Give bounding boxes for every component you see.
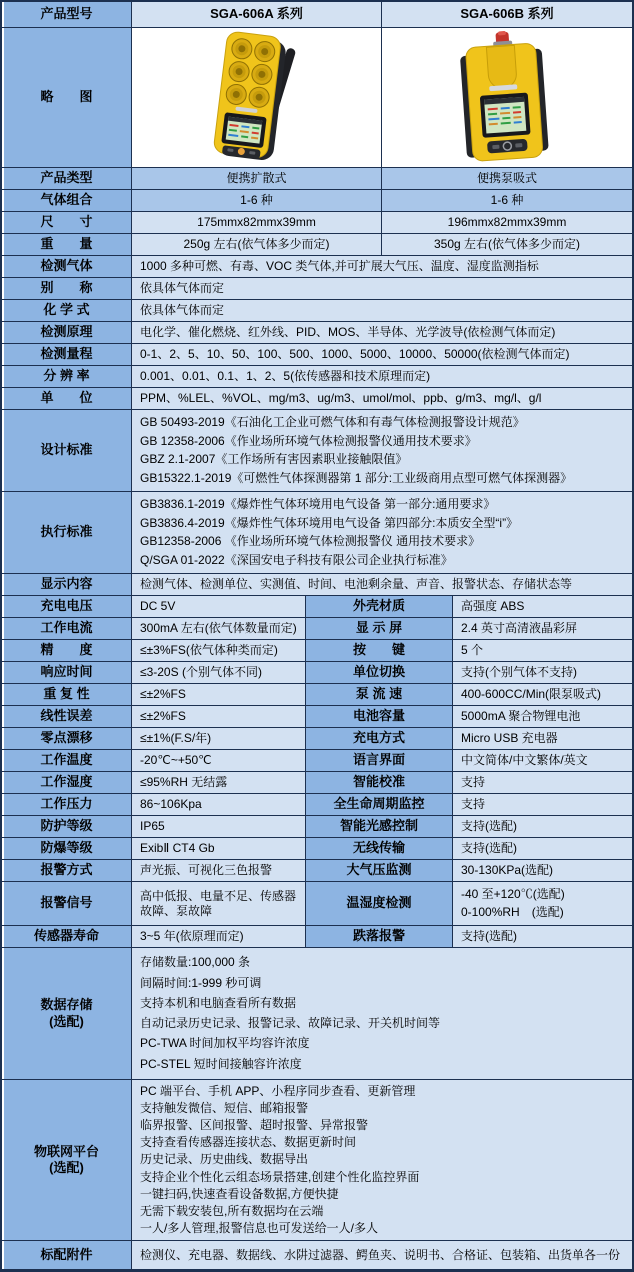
iot-line: PC 端平台、手机 APP、小程序同步查看、更新管理 <box>140 1084 416 1099</box>
label-protection-rating: 防护等级 <box>2 816 132 838</box>
value-drop-alarm: 支持(选配) <box>453 926 632 948</box>
value-display-content: 检测气体、检测单位、实测值、时间、电池剩余量、声音、报警状态、存储状态等 <box>132 574 632 596</box>
data-storage-line: 支持本机和电脑查看所有数据 <box>140 995 297 1010</box>
iot-line: 支持企业个性化云组态场景搭建,创建个性化监控界面 <box>140 1169 420 1184</box>
label-execution-standards: 执行标准 <box>2 492 132 574</box>
iot-line: 支持查看传感器连接状态、数据更新时间 <box>140 1135 357 1150</box>
value-product-type-b: 便携泵吸式 <box>382 168 632 190</box>
label-unit-switch: 单位切换 <box>306 662 453 684</box>
data-storage-line: PC-TWA 时间加权平均容许浓度 <box>140 1036 310 1051</box>
iot-line: 一人/多人管理,报警信息也可发送给一人/多人 <box>140 1220 379 1235</box>
row-protection-rating <box>2 816 632 838</box>
value-execution-standards <box>132 492 632 574</box>
value-weight-b: 350g 左右(依气体多少而定) <box>382 234 632 256</box>
value-design-standards <box>132 410 632 492</box>
value-lifecycle-monitoring: 支持 <box>453 794 632 816</box>
row-repeatability <box>2 684 632 706</box>
value-gas-combination-b: 1-6 种 <box>382 190 632 212</box>
value-wireless-transmission: 支持(选配) <box>453 838 632 860</box>
data-storage-label-line1: 数据存储 <box>40 997 93 1013</box>
value-detection-principle: 电化学、催化燃烧、红外线、PID、MOS、半导体、光学波导(依检测气体而定) <box>132 322 632 344</box>
value-response-time: ≤3-20S (个别气体不同) <box>132 662 306 684</box>
value-working-pressure: 86~106Kpa <box>132 794 306 816</box>
header-row <box>2 2 632 28</box>
value-linearity-error: ≤±2%FS <box>132 706 306 728</box>
row-accuracy <box>2 640 632 662</box>
value-dimensions-a: 175mmx82mmx39mm <box>132 212 382 234</box>
value-temp-humidity-detection <box>453 882 632 926</box>
row-units <box>2 388 632 410</box>
value-accuracy: ≤±3%FS(依气体种类而定) <box>132 640 306 662</box>
row-design-standards <box>2 410 632 492</box>
row-working-current <box>2 618 632 640</box>
label-design-standards: 设计标准 <box>2 410 132 492</box>
row-resolution <box>2 366 632 388</box>
value-weight-a: 250g 左右(依气体多少而定) <box>132 234 382 256</box>
row-detection-range <box>2 344 632 366</box>
value-battery-capacity: 5000mA 聚合物锂电池 <box>453 706 632 728</box>
label-alarm-mode: 报警方式 <box>2 860 132 882</box>
label-detection-range: 检测量程 <box>2 344 132 366</box>
row-gas-combination <box>2 190 632 212</box>
label-resolution: 分 辨 率 <box>2 366 132 388</box>
value-explosion-proof: ExibⅡ CT4 Gb <box>132 838 306 860</box>
value-charging-voltage: DC 5V <box>132 596 306 618</box>
label-shell-material: 外壳材质 <box>306 596 453 618</box>
row-alarm-mode <box>2 860 632 882</box>
value-gas-combination-a: 1-6 种 <box>132 190 382 212</box>
label-pump-flow: 泵 流 速 <box>306 684 453 706</box>
label-product-type: 产品类型 <box>2 168 132 190</box>
label-sensor-life: 传感器寿命 <box>2 926 132 948</box>
label-working-humidity: 工作湿度 <box>2 772 132 794</box>
label-language: 语言界面 <box>306 750 453 772</box>
label-detection-principle: 检测原理 <box>2 322 132 344</box>
value-protection-rating: IP65 <box>132 816 306 838</box>
thumbnail-label: 略 图 <box>2 28 132 168</box>
iot-line: 一键扫码,快速查看设备数据,方便快捷 <box>140 1186 339 1201</box>
row-iot-platform <box>2 1080 632 1241</box>
data-storage-label-line2: (选配) <box>49 1013 84 1029</box>
execution-standard-line: Q/SGA 01-2022《深国安电子科技有限公司企业执行标准》 <box>140 552 453 567</box>
label-alias: 别 称 <box>2 278 132 300</box>
value-detected-gases: 1000 多种可燃、有毒、VOC 类气体,并可扩展大气压、温度、湿度监测指标 <box>132 256 632 278</box>
value-repeatability: ≤±2%FS <box>132 684 306 706</box>
row-alarm-signal <box>2 882 632 926</box>
thumbnail-row <box>2 28 632 168</box>
value-dimensions-b: 196mmx82mmx39mm <box>382 212 632 234</box>
value-units: PPM、%LEL、%VOL、mg/m3、ug/m3、umol/mol、ppb、g/m3、mg/l、g/l <box>132 388 632 410</box>
label-weight: 重 量 <box>2 234 132 256</box>
row-working-humidity <box>2 772 632 794</box>
iot-line: 支持触发微信、短信、邮箱报警 <box>140 1101 309 1116</box>
row-display-content <box>2 574 632 596</box>
value-light-sensing: 支持(选配) <box>453 816 632 838</box>
value-pump-flow: 400-600CC/Min(限泵吸式) <box>453 684 632 706</box>
value-detection-range: 0-1、2、5、10、50、100、500、1000、5000、10000、50000(依检测气体而定) <box>132 344 632 366</box>
row-response-time <box>2 662 632 684</box>
data-storage-line: PC-STEL 短时间接触容许浓度 <box>140 1056 302 1071</box>
value-shell-material: 高强度 ABS <box>453 596 632 618</box>
data-storage-line: 自动记录历史记录、报警记录、故障记录、开关机时间等 <box>140 1016 441 1031</box>
temp-detection-line: -40 至+120℃(选配) <box>461 887 565 901</box>
row-accessories <box>2 1241 632 1270</box>
execution-standard-line: GB3836.1-2019《爆炸性气体环境用电气设备 第一部分:通用要求》 <box>140 497 496 512</box>
data-storage-line: 存储数量:100,000 条 <box>140 955 251 970</box>
label-working-temperature: 工作温度 <box>2 750 132 772</box>
execution-standard-line: GB3836.4-2019《爆炸性气体环境用电气设备 第四部分:本质安全型“i”》 <box>140 515 519 530</box>
humidity-detection-line: 0-100%RH (选配) <box>461 905 564 919</box>
row-charging-voltage <box>2 596 632 618</box>
value-alias: 依具体气体而定 <box>132 278 632 300</box>
label-response-time: 响应时间 <box>2 662 132 684</box>
label-detected-gases: 检测气体 <box>2 256 132 278</box>
device-b-image <box>382 28 632 168</box>
value-working-temperature: -20℃~+50℃ <box>132 750 306 772</box>
iot-label-line1: 物联网平台 <box>33 1143 99 1159</box>
row-data-storage <box>2 948 632 1080</box>
label-working-pressure: 工作压力 <box>2 794 132 816</box>
iot-line: 历史记录、历史曲线、数据导出 <box>140 1152 309 1167</box>
design-standard-line: GB 12358-2006《作业场所环境气体检测报警仪通用技术要求》 <box>140 433 477 448</box>
value-product-type-a: 便携扩散式 <box>132 168 382 190</box>
value-alarm-signal: 高中低报、电量不足、传感器故障、泵故障 <box>132 882 306 926</box>
value-zero-drift: ≤±1%(F.S/年) <box>132 728 306 750</box>
design-standard-line: GBZ 2.1-2007《工作场所有害因素职业接触限值》 <box>140 452 408 467</box>
label-linearity-error: 线性误差 <box>2 706 132 728</box>
label-wireless-transmission: 无线传输 <box>306 838 453 860</box>
row-sensor-life <box>2 926 632 948</box>
label-working-current: 工作电流 <box>2 618 132 640</box>
row-linearity-error <box>2 706 632 728</box>
label-charging-method: 充电方式 <box>306 728 453 750</box>
label-repeatability: 重 复 性 <box>2 684 132 706</box>
label-display-content: 显示内容 <box>2 574 132 596</box>
label-zero-drift: 零点漂移 <box>2 728 132 750</box>
row-product-type <box>2 168 632 190</box>
label-chemical-formula: 化 学 式 <box>2 300 132 322</box>
value-data-storage <box>132 948 632 1080</box>
device-a-image <box>132 28 382 168</box>
design-standard-line: GB15322.1-2019《可燃性气体探测器第 1 部分:工业级商用点型可燃气体探测器》 <box>140 470 573 485</box>
execution-standard-line: GB12358-2006 《作业场所环境气体检测报警仪 通用技术要求》 <box>140 534 481 549</box>
label-battery-capacity: 电池容量 <box>306 706 453 728</box>
row-zero-drift <box>2 728 632 750</box>
label-light-sensing: 智能光感控制 <box>306 816 453 838</box>
value-unit-switch: 支持(个别气体不支持) <box>453 662 632 684</box>
value-smart-calibration: 支持 <box>453 772 632 794</box>
value-alarm-mode: 声光振、可视化三色报警 <box>132 860 306 882</box>
model-b-title: SGA-606B 系列 <box>382 2 632 28</box>
label-iot-platform <box>2 1080 132 1241</box>
value-sensor-life: 3~5 年(依原理而定) <box>132 926 306 948</box>
row-weight <box>2 234 632 256</box>
value-working-humidity: ≤95%RH 无结露 <box>132 772 306 794</box>
label-accuracy: 精 度 <box>2 640 132 662</box>
label-gas-combination: 气体组合 <box>2 190 132 212</box>
value-language: 中文简体/中文繁体/英文 <box>453 750 632 772</box>
value-iot-platform <box>132 1080 632 1241</box>
row-detected-gases <box>2 256 632 278</box>
value-display-screen: 2.4 英寸高清液晶彩屏 <box>453 618 632 640</box>
label-explosion-proof: 防爆等级 <box>2 838 132 860</box>
label-data-storage <box>2 948 132 1080</box>
value-charging-method: Micro USB 充电器 <box>453 728 632 750</box>
row-dimensions <box>2 212 632 234</box>
label-display-screen: 显 示 屏 <box>306 618 453 640</box>
iot-line: 临界报警、区间报警、超时报警、异常报警 <box>140 1118 369 1133</box>
label-buttons: 按 键 <box>306 640 453 662</box>
row-working-pressure <box>2 794 632 816</box>
row-execution-standards <box>2 492 632 574</box>
row-detection-principle <box>2 322 632 344</box>
iot-line: 无需下载安装包,所有数据均在云端 <box>140 1203 324 1218</box>
iot-label-line2: (选配) <box>49 1160 84 1175</box>
row-explosion-proof <box>2 838 632 860</box>
row-chemical-formula <box>2 300 632 322</box>
model-a-title: SGA-606A 系列 <box>132 2 382 28</box>
label-drop-alarm: 跌落报警 <box>306 926 453 948</box>
label-accessories: 标配附件 <box>2 1241 132 1270</box>
label-lifecycle-monitoring: 全生命周期监控 <box>306 794 453 816</box>
value-buttons: 5 个 <box>453 640 632 662</box>
label-charging-voltage: 充电电压 <box>2 596 132 618</box>
header-label: 产品型号 <box>2 2 132 28</box>
value-chemical-formula: 依具体气体而定 <box>132 300 632 322</box>
row-alias <box>2 278 632 300</box>
label-alarm-signal: 报警信号 <box>2 882 132 926</box>
value-accessories: 检测仪、充电器、数据线、水阱过滤器、鳄鱼夹、说明书、合格证、包装箱、出货单各一份 <box>132 1241 632 1270</box>
label-dimensions: 尺 寸 <box>2 212 132 234</box>
label-pressure-monitoring: 大气压监测 <box>306 860 453 882</box>
value-pressure-monitoring: 30-130KPa(选配) <box>453 860 632 882</box>
data-storage-line: 间隔时间:1-999 秒可调 <box>140 975 262 990</box>
label-temp-humidity-detection: 温湿度检测 <box>306 882 453 926</box>
row-working-temperature <box>2 750 632 772</box>
label-units: 单 位 <box>2 388 132 410</box>
value-working-current: 300mA 左右(依气体数量而定) <box>132 618 306 640</box>
value-resolution: 0.001、0.01、0.1、1、2、5(依传感器和技术原理而定) <box>132 366 632 388</box>
label-smart-calibration: 智能校准 <box>306 772 453 794</box>
design-standard-line: GB 50493-2019《石油化工企业可燃气体和有毒气体检测报警设计规范》 <box>140 415 525 430</box>
